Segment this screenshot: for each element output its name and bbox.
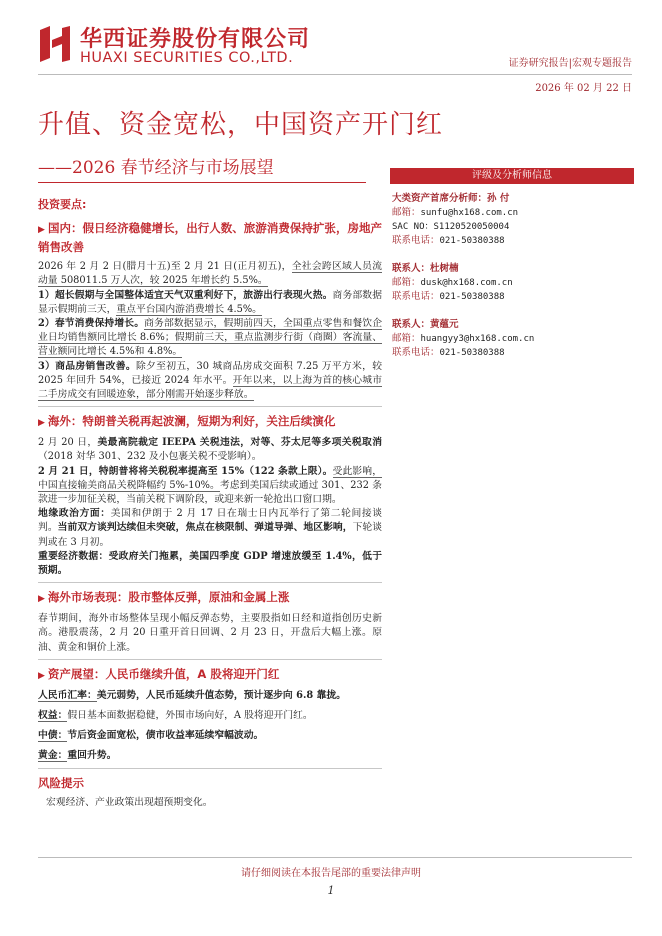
outlook-gold (38, 749, 382, 763)
report-date: 2026 年 02 月 22 日 (535, 83, 632, 94)
domestic-p3-text: 除夕至初五，30 城商品房成交面积 7.25 万平方米，较 2025 年回升 54%，已接近 2024 年水平。 (38, 360, 383, 386)
company-name-en: HUAXI SECURITIES CO.,LTD. (80, 50, 294, 66)
analyst-role (392, 192, 632, 206)
outlook-equity-text: 假日基本面数据稳健，外围市场向好，A 股将迎开门红。 (67, 710, 313, 722)
markets-text: 春节期间，海外市场整体呈现小幅反弹态势，主要股指如日经和道指创历史新高。港股震荡，2 月 20 日重开首日回调、2 月 23 日，开盘后大幅上涨。原油、黄金和铜价上涨。 (38, 613, 382, 653)
contact-person-2 (392, 318, 632, 360)
overseas-p3-label: 地缘政治方面： (38, 508, 111, 520)
page-number: 1 (327, 884, 335, 897)
analyst-panel (390, 168, 634, 374)
analyst-phone: 021-50380388 (439, 236, 505, 246)
domestic-p3-bold: 3）商品房销售改善。 (38, 360, 136, 372)
domestic-p2-underline: 商务部数据显示，假期前四天，全国重点零售和餐饮企业日均销售额同比增长 8.6%；假期前三天，重点监测步行街（商圈）客流量、营业额同比增长 4.5%和 4.8%。 (38, 318, 382, 358)
analyst-phone-row (392, 234, 632, 248)
contact-email-link[interactable]: huangyy3@hx168.com.cn (420, 334, 535, 344)
report-subtitle: ——2026 春节经济与市场展望 (38, 158, 274, 178)
overseas-point-4 (38, 550, 382, 578)
domestic-point-1 (38, 289, 382, 317)
investment-summary (38, 198, 382, 810)
overseas-p1-note: （2018 対华 301、232 及小包裹关税不受影响）。 (38, 451, 262, 463)
arrow-bullet-icon: ▶ (38, 594, 45, 605)
section-divider (38, 406, 382, 407)
analyst-sac-no: SAC NO：S1120520050004 (392, 222, 510, 232)
outlook-equity (38, 709, 382, 723)
section-divider (38, 582, 382, 583)
section-markets-heading: 海外市场表现：股市整体反弹，原油和金属上涨 (47, 590, 290, 605)
analyst-contact (392, 192, 632, 248)
contact-role (392, 318, 632, 332)
outlook-bonds (38, 729, 382, 743)
footer-disclaimer: 请仔细阅读在本报告尾部的重要法律声明 (241, 868, 421, 879)
domestic-p2-bold: 2）春节消费保持增长。 (38, 318, 145, 330)
section-outlook (38, 666, 382, 685)
outlook-gold-text: 重回升势。 (67, 750, 117, 762)
overseas-p1-text: 2 月 20 日， (38, 437, 98, 449)
domestic-p1-bold: 1）超长假期与全国整体适宜天气双重利好下，旅游出行表现火热。 (38, 289, 333, 301)
contact-email-row (392, 332, 632, 346)
overseas-point-3 (38, 507, 382, 550)
analyst-panel-body (390, 184, 634, 360)
analyst-name: 孙 付 (487, 193, 510, 204)
subtitle-underline (38, 182, 366, 183)
section-overseas (38, 413, 382, 432)
header-divider (38, 74, 632, 75)
domestic-point-2 (38, 317, 382, 360)
contact-phone: 021-50380388 (439, 348, 505, 358)
domestic-p1-underline: 重点平台国内游消费增长 4.5%。 (116, 303, 262, 315)
outlook-bonds-text: 节后资金面宽松，债市收益率延续窄幅波动。 (67, 730, 264, 742)
outlook-bonds-label: 中债： (38, 730, 68, 742)
report-type: 证券研究报告|宏观专题报告 (508, 58, 632, 69)
arrow-bullet-icon: ▶ (38, 225, 45, 236)
outlook-fx-label: 人民币汇率： (38, 689, 97, 701)
overseas-p2-text: 考虑到美国后续或通过 301、232 条款进一步加征关税，当前关税下调阶段，或迎来新一轮抢出口窗口期。 (38, 479, 382, 506)
contact-phone-row (392, 290, 632, 304)
section-domestic-heading: 国内：假日经济稳健增长，出行人数、旅游消费保持扩张，房地产销售改善 (38, 221, 383, 255)
email-label: 邮箱： (392, 333, 421, 344)
arrow-bullet-icon: ▶ (38, 670, 45, 681)
overseas-p2-underline: 受此影响，中国直接输美商品关税降幅约 5%-10%。 (38, 465, 382, 491)
overseas-p3-tail: 下轮谈判或在 3 月初。 (38, 522, 383, 548)
contact-phone: 021-50380388 (439, 292, 505, 302)
analyst-role-label: 大类资产首席分析师： (392, 193, 488, 204)
analyst-panel-heading: 评级及分析师信息 (390, 168, 634, 184)
contact-person-1 (392, 262, 632, 304)
overseas-p3-text: 美国和伊朗于 2 月 17 日在瑞士日内瓦举行了第二轮间接谈判。 (38, 508, 383, 534)
analyst-email-row (392, 206, 632, 220)
outlook-fx-text: 美元弱势，人民币延续升值态势，预计逐步向 6.8 靠拢。 (96, 689, 346, 701)
section-overseas-heading: 海外：特朗普关税再起波澜，短期为利好，关注后续演化 (47, 414, 336, 429)
contact-phone-row (392, 346, 632, 360)
overseas-p3-bold: 当前双方谈判达续但未突破，焦点在核限制、弹道导弹、地区影响， (57, 522, 353, 534)
domestic-p1-text: 商务部数据显示假期前三天， (38, 289, 382, 315)
section-markets (38, 589, 382, 608)
phone-label: 联系电话： (392, 235, 440, 246)
summary-heading: 投资要点: (38, 198, 87, 211)
section-divider (38, 659, 382, 660)
overseas-point-2 (38, 465, 382, 508)
phone-label: 联系电话： (392, 347, 440, 358)
contact-role-label: 联系人： (392, 319, 431, 330)
huaxi-logo (38, 26, 72, 62)
arrow-bullet-icon: ▶ (38, 418, 45, 429)
phone-label: 联系电话： (392, 291, 440, 302)
domestic-p3-underline: 开年以来，以上海为首的核心城市二手房成交有回暖迹象，部分刚需开始逐步释放。 (38, 374, 382, 401)
contact-name: 杜树楠 (430, 263, 459, 274)
analyst-email-link[interactable]: sunfu@hx168.com.cn (420, 208, 519, 218)
overseas-point-1 (38, 436, 382, 464)
domestic-point-3 (38, 360, 382, 403)
domestic-intro-text: 2026 年 2 月 2 日(腊月十五)至 2 月 21 日(正月初五)， (38, 261, 292, 273)
email-label: 邮箱： (392, 277, 421, 288)
contact-name: 黄蕴元 (430, 319, 459, 330)
outlook-fx (38, 689, 382, 703)
domestic-intro (38, 260, 382, 288)
overseas-p4-bold: 重要经济数据：受政府关门拖累，美国四季度 GDP 增速放缓至 1.4%，低于预期。 (38, 550, 382, 577)
overseas-p1-bold: 美最高院裁定 IEEPA 关税违法，对等、芬太尼等多项关税取消 (97, 437, 382, 449)
contact-email-link[interactable]: dusk@hx168.com.cn (420, 278, 513, 288)
section-outlook-heading: 资产展望：人民币继续升值，A 股将迎开门红 (47, 666, 280, 681)
section-risk-heading: 风险提示 (38, 775, 84, 790)
outlook-gold-label: 黄金： (38, 750, 68, 762)
overseas-p2-bold: 2 月 21 日，特朗普将将关税税率提高至 15%（122 条款上限）。 (38, 465, 333, 477)
email-label: 邮箱： (392, 207, 421, 218)
section-domestic (38, 220, 382, 256)
footer-divider (38, 857, 632, 858)
report-title: 升值、资金宽松，中国资产开门红 (38, 110, 444, 140)
section-divider (38, 768, 382, 769)
risk-text: 宏观经济、产业政策出现超预期变化。 (46, 796, 213, 808)
outlook-equity-label: 权益： (38, 710, 68, 722)
contact-role (392, 262, 632, 276)
contact-role-label: 联系人： (392, 263, 431, 274)
contact-email-row (392, 276, 632, 290)
domestic-intro-underline: 全社会跨区域人员流动量 508011.5 万人次，较 2025 年增长约 5.5%。 (38, 261, 382, 287)
company-name-cn: 华西证券股份有限公司 (80, 27, 311, 52)
